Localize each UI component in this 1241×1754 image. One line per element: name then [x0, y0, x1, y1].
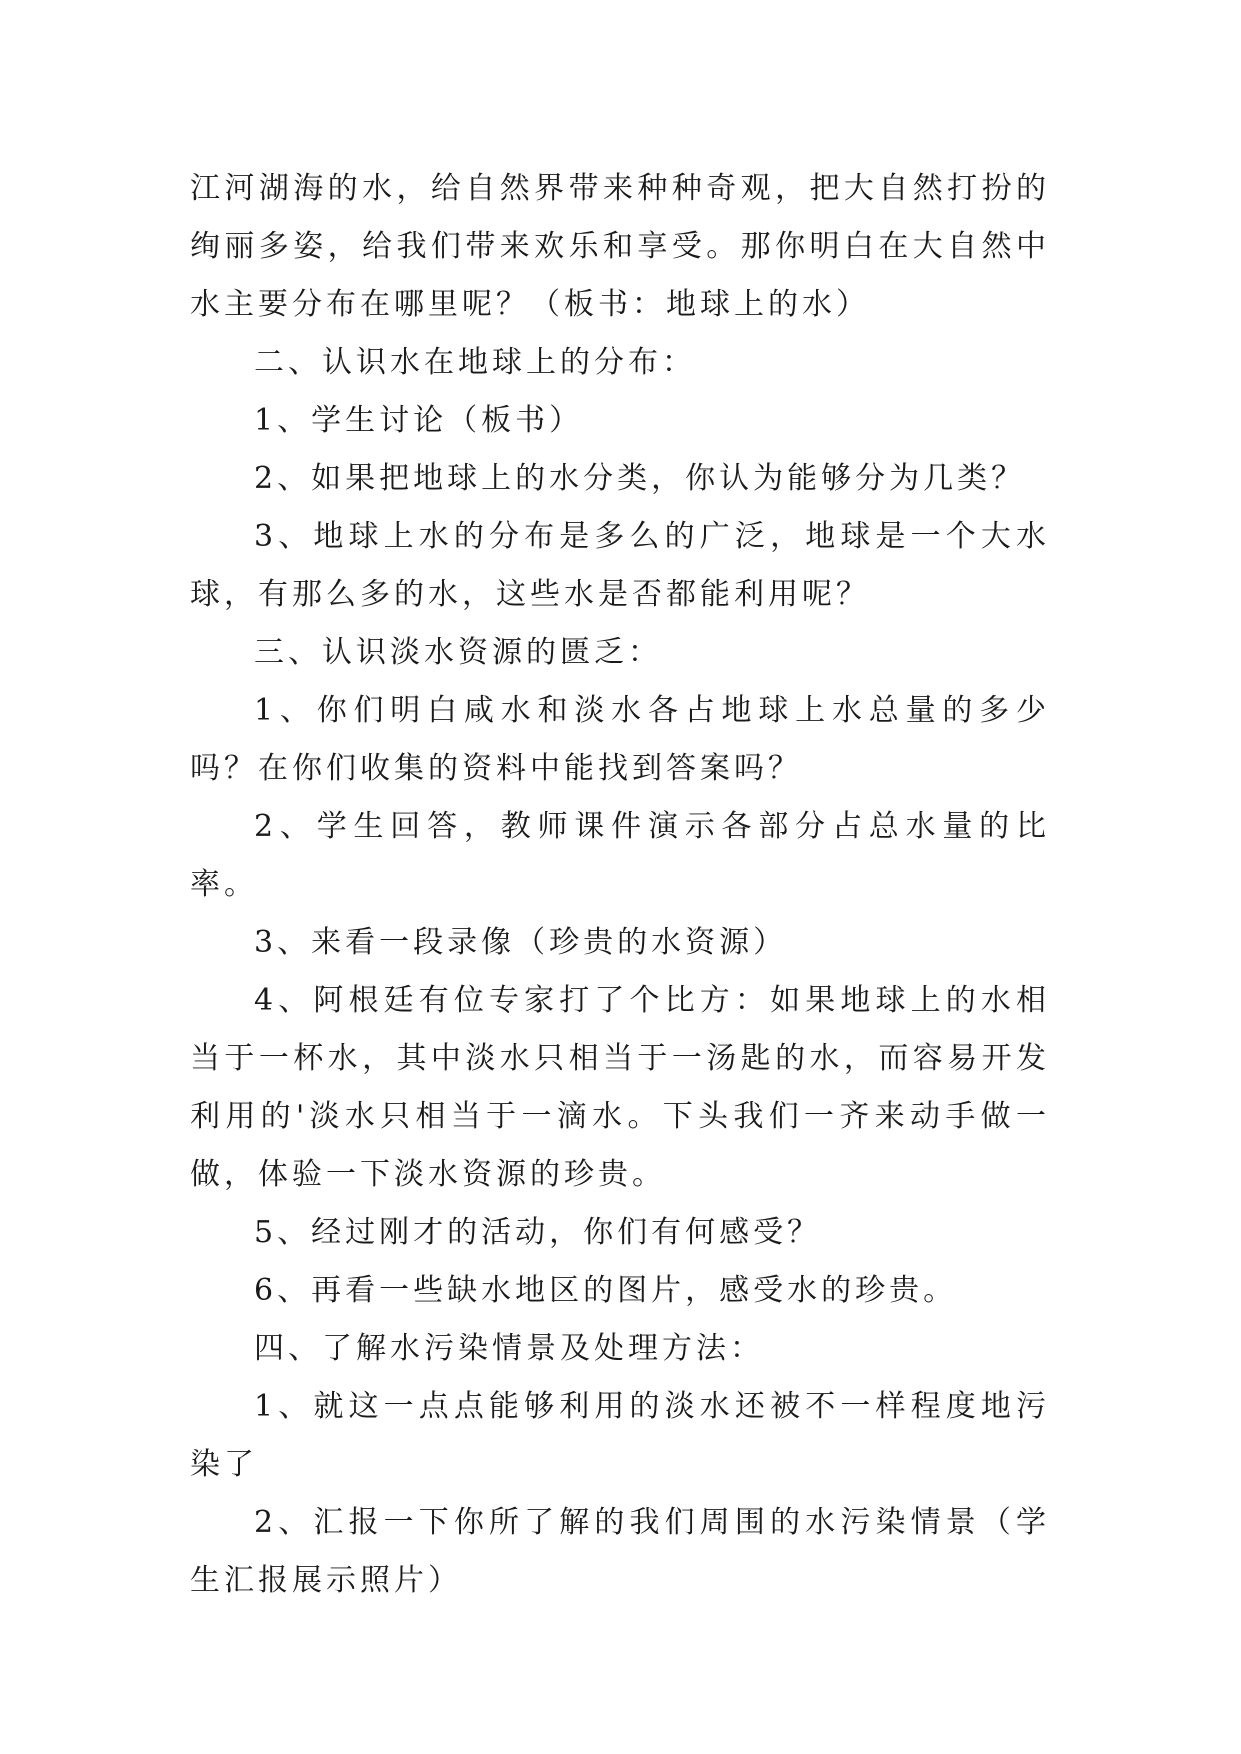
- paragraph-14: 1、就这一点点能够利用的淡水还被不一样程度地污染了: [190, 1389, 1050, 1482]
- document-body: [190, 160, 1050, 1610]
- paragraph-8: 2、学生回答，教师课件演示各部分占总水量的比率。: [190, 809, 1050, 902]
- paragraph-10: 4、阿根廷有位专家打了个比方：如果地球上的水相当于一杯水，其中淡水只相当于一汤匙的水，而容易开发利用的'淡水只相当于一滴水。下头我们一齐来动手做一做，体验一下淡水资源的珍贵。: [190, 983, 1050, 1192]
- paragraph-6: 三、认识淡水资源的匮乏：: [254, 635, 662, 670]
- paragraph-15: 2、汇报一下你所了解的我们周围的水污染情景（学生汇报展示照片）: [190, 1505, 1050, 1598]
- paragraph-4: 2、如果把地球上的水分类，你认为能够分为几类？: [254, 461, 1026, 496]
- paragraph-12: 6、再看一些缺水地区的图片，感受水的珍贵。: [254, 1273, 958, 1308]
- paragraph-2: 二、认识水在地球上的分布：: [254, 345, 696, 380]
- paragraph-11: 5、经过刚才的活动，你们有何感受？: [254, 1215, 822, 1250]
- paragraph-9: 3、来看一段录像（珍贵的水资源）: [254, 925, 788, 960]
- paragraph-7: 1、你们明白咸水和淡水各占地球上水总量的多少吗？在你们收集的资料中能找到答案吗？: [190, 693, 1050, 786]
- paragraph-13: 四、了解水污染情景及处理方法：: [254, 1331, 764, 1366]
- paragraph-5: 3、地球上水的分布是多么的广泛，地球是一个大水球，有那么多的水，这些水是否都能利用呢？: [190, 519, 1050, 612]
- paragraph-1: 江河湖海的水，给自然界带来种种奇观，把大自然打扮的绚丽多姿，给我们带来欢乐和享受。那你明白在大自然中水主要分布在哪里呢？（板书：地球上的水）: [190, 171, 1050, 322]
- paragraph-3: 1、学生讨论（板书）: [254, 403, 584, 438]
